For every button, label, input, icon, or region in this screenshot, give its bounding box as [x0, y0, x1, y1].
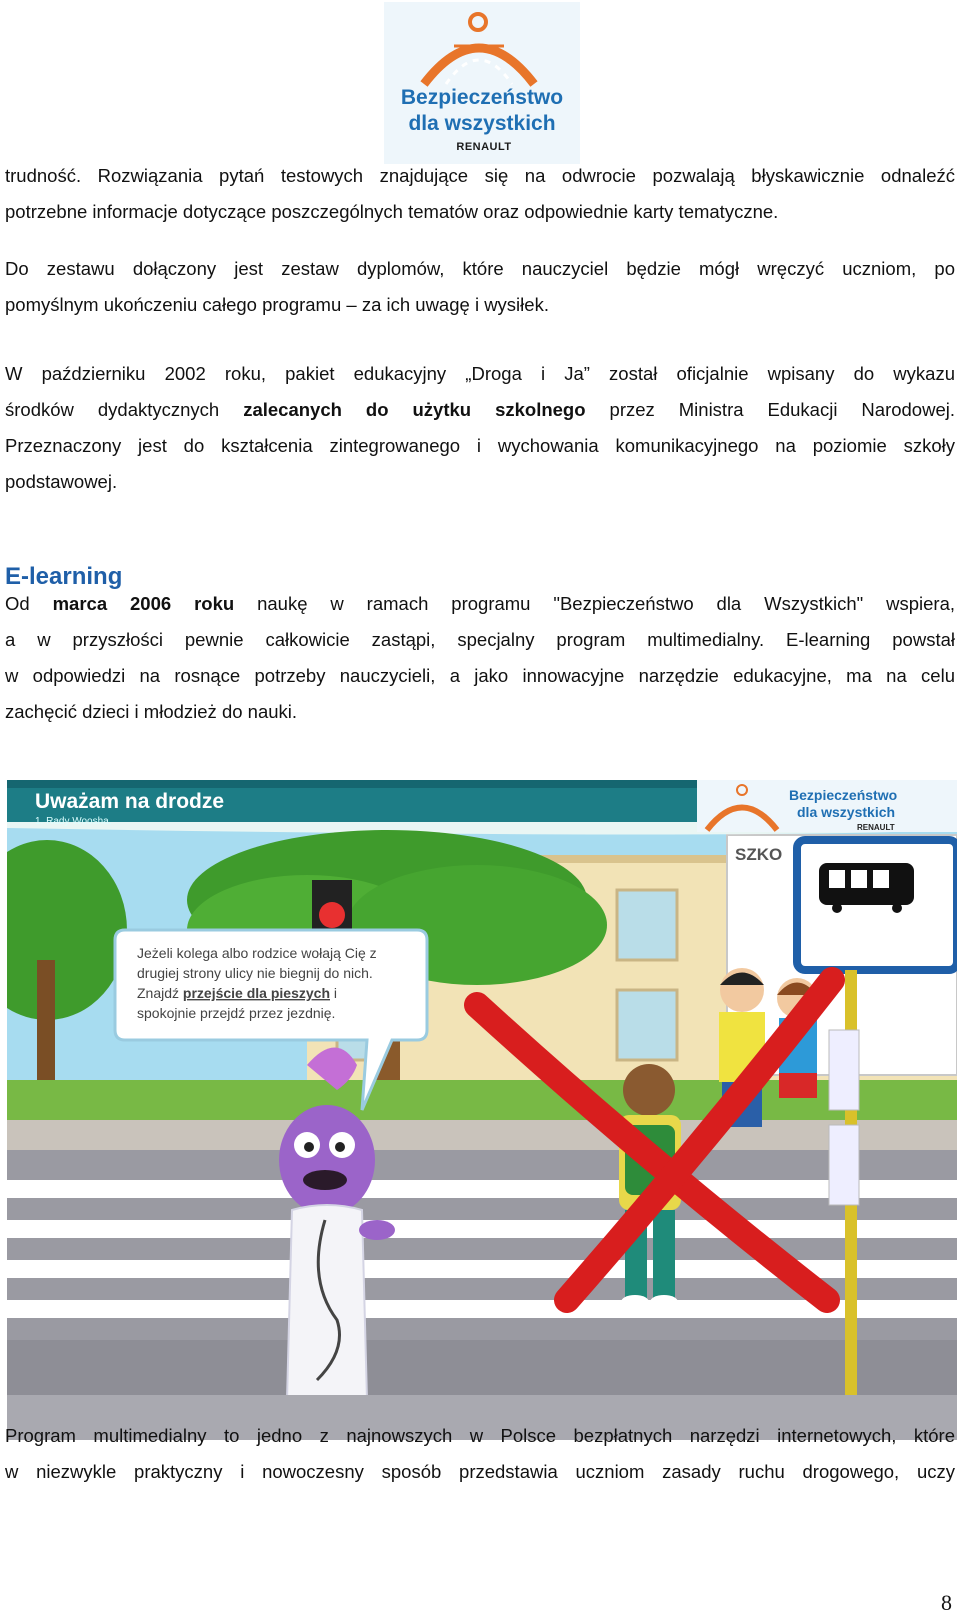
screenshot-subtitle: 1. Rady Woosha.: [35, 816, 112, 827]
screenshot-logo-line1: Bezpieczeństwo: [789, 787, 898, 803]
bubble-link: przejście dla pieszych: [182, 985, 330, 1001]
bold-text: marca 2006 roku: [52, 593, 235, 614]
text-line: pomyślnym ukończeniu całego programu – za ich uwagę i wysiłek.: [5, 294, 549, 315]
bubble-text-run: i: [330, 985, 337, 1001]
paragraph-3: [5, 356, 955, 500]
text-run: Od: [5, 593, 53, 614]
paragraph-4: [5, 586, 955, 730]
text-line: Do zestawu dołączony jest zestaw dyplomów, które nauczyciel będzie mógł wręczyć uczniom, po: [5, 258, 955, 279]
section-heading: E-learning: [5, 563, 123, 590]
text-line: Przeznaczony jest do kształcenia zintegrowanego i wychowania komunikacyjnego na poziomie szkoły: [5, 435, 955, 456]
text-run: przez Ministra Edukacji Narodowej.: [585, 399, 955, 420]
text-line: [5, 586, 955, 622]
text-line: [5, 392, 955, 428]
e-learning-screenshot: [7, 780, 957, 1440]
paragraph-5: [5, 1418, 955, 1490]
logo-line1: Bezpieczeństwo: [400, 86, 564, 109]
logo-road-icon: [384, 2, 580, 92]
page-number: 8: [941, 1590, 952, 1615]
screenshot-title: Uważam na drodze: [35, 790, 225, 813]
text-line: potrzebne informacje dotyczące poszczególnych tematów oraz odpowiednie karty tematyczne.: [5, 201, 779, 222]
text-line: trudność. Rozwiązania pytań testowych znajdujące się na odwrocie pozwalają błyskawicznie odnaleźć: [5, 165, 955, 186]
school-sign-text: SZKO: [735, 845, 783, 864]
bold-text: zalecanych do użytku szkolnego: [243, 399, 586, 420]
bubble-line3: [137, 985, 337, 1001]
text-line: W październiku 2002 roku, pakiet edukacyjny „Droga i Ja” został oficjalnie wpisany do wykazu: [5, 363, 955, 384]
logo-line2: dla wszystkich: [408, 112, 556, 135]
text-line: podstawowej.: [5, 471, 118, 492]
text-line: zachęcić dzieci i młodzież do nauki.: [5, 701, 298, 722]
bubble-line2: drugiej strony ulicy nie biegnij do nich.: [137, 965, 373, 981]
text-line: Program multimedialny to jedno z najnowszych w Polsce bezpłatnych narzędzi internetowych, które: [5, 1425, 955, 1446]
text-run: naukę w ramach programu "Bezpieczeństwo dla Wszystkich" wspiera,: [234, 593, 955, 614]
bubble-text-run: Znajdź: [137, 985, 183, 1001]
bubble-line1: Jeżeli kolega albo rodzice wołają Cię z: [137, 945, 377, 961]
screenshot-logo-brand: RENAULT: [857, 823, 895, 832]
text-line: w odpowiedzi na rosnące potrzeby nauczycieli, a jako innowacyjne narzędzie edukacyjne, ma na celu: [5, 665, 955, 686]
screenshot-logo-line2: dla wszystkich: [797, 804, 896, 820]
bubble-line4: spokojnie przejdź przez jezdnię.: [137, 1005, 336, 1021]
text-line: a w przyszłości pewnie całkowicie zastąpi, specjalny program multimedialny. E-learning powstał: [5, 629, 955, 650]
text-line: w niezwykle praktyczny i nowoczesny sposób przedstawia uczniom zasady ruchu drogowego, uczy: [5, 1461, 955, 1482]
paragraph-1: [5, 158, 955, 230]
logo-brand: RENAULT: [456, 141, 512, 153]
illustration-scene: [7, 780, 957, 1440]
text-run: środków dydaktycznych: [5, 399, 244, 420]
paragraph-2: [5, 251, 955, 323]
header-logo: [384, 2, 580, 164]
